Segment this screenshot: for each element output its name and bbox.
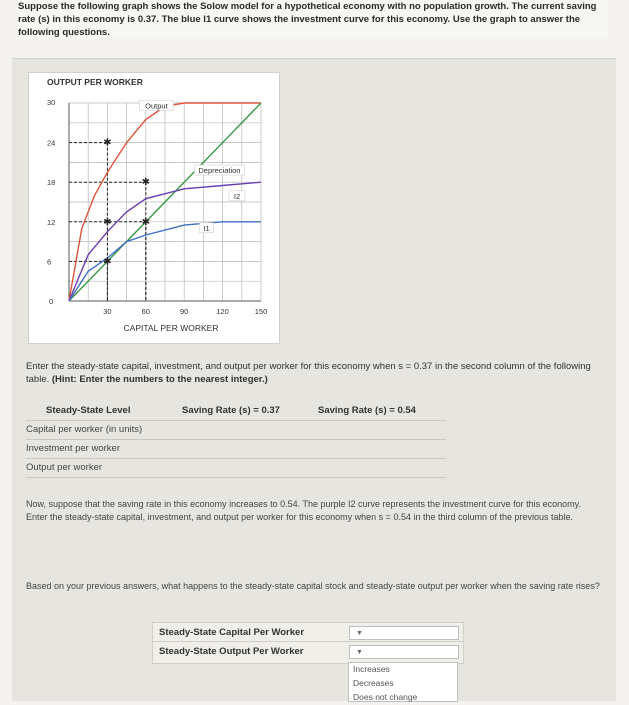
output-s054-input[interactable] xyxy=(322,461,442,475)
question-1-hint: (Hint: Enter the numbers to the nearest integer.) xyxy=(51,374,268,385)
point-marker: ✱ xyxy=(103,137,112,149)
intro-text: Suppose the following graph shows the Solow model for a hypothetical economy with no population growth. The current saving rate (s) in this economy is 0.37. The blue I1 curve shows the investment curve for this economy. Use the graph to answer the following questions. xyxy=(18,0,608,39)
x-tick-label: 90 xyxy=(180,307,189,316)
header-level: Steady-State Level xyxy=(46,405,131,416)
row-label-investment: Investment per worker xyxy=(26,443,120,454)
point-marker: ✱ xyxy=(103,216,112,228)
table-row xyxy=(26,439,446,458)
label-i1: I1 xyxy=(203,223,210,233)
capital-effect-label: Steady-State Capital Per Worker xyxy=(159,627,305,638)
investment-s054-input[interactable] xyxy=(322,442,442,456)
solow-chart xyxy=(29,73,279,343)
table-row xyxy=(153,623,463,641)
y-tick-label: 30 xyxy=(47,98,56,107)
chevron-down-icon: ▼ xyxy=(356,649,363,656)
label-i2: I2 xyxy=(233,191,241,201)
point-marker: ✱ xyxy=(141,216,150,228)
option-increases[interactable]: Increases xyxy=(353,664,390,674)
answer-table xyxy=(26,402,446,478)
label-depreciation: Depreciation xyxy=(198,166,241,176)
y-tick-label: 0 xyxy=(49,297,54,306)
x-axis-label: CAPITAL PER WORKER xyxy=(123,323,219,333)
table-row xyxy=(153,641,463,660)
header-s037: Saving Rate (s) = 0.37 xyxy=(182,405,280,416)
output-effect-label: Steady-State Output Per Worker xyxy=(159,646,304,657)
output-s037-input[interactable] xyxy=(186,461,306,475)
investment-s037-input[interactable] xyxy=(186,442,306,456)
table-row xyxy=(26,458,446,478)
question-1 xyxy=(26,360,602,386)
capital-effect-select[interactable] xyxy=(349,626,459,640)
option-no-change[interactable]: Does not change xyxy=(353,692,418,702)
x-tick-label: 30 xyxy=(103,307,112,316)
y-tick-label: 6 xyxy=(47,257,52,267)
label-output: Output xyxy=(145,101,168,111)
capital-s037-input[interactable] xyxy=(186,423,306,437)
output-effect-select[interactable] xyxy=(349,645,459,659)
point-marker: ✱ xyxy=(103,256,112,268)
option-decreases[interactable]: Decreases xyxy=(353,678,394,688)
x-tick-label: 120 xyxy=(216,307,229,316)
x-tick-label: 60 xyxy=(141,307,150,316)
table-row xyxy=(26,420,446,439)
row-label-capital: Capital per worker (in units) xyxy=(26,424,143,435)
x-tick-label: 150 xyxy=(254,307,268,316)
point-marker: ✱ xyxy=(141,177,150,189)
capital-s054-input[interactable] xyxy=(322,423,442,437)
table-header xyxy=(26,402,446,420)
y-tick-label: 18 xyxy=(47,178,56,188)
solow-graph xyxy=(28,72,280,344)
question-3: Based on your previous answers, what happens to the steady-state capital stock and steady-state output per worker when the saving rate rises? xyxy=(26,581,600,591)
row-label-output: Output per worker xyxy=(26,462,103,473)
dropdown-options xyxy=(348,662,458,702)
y-tick-label: 12 xyxy=(47,217,56,227)
chevron-down-icon: ▼ xyxy=(356,630,363,637)
y-axis-label: OUTPUT PER WORKER xyxy=(47,77,143,87)
question-2: Now, suppose that the saving rate in this economy increases to 0.54. The purple I2 curve represents the investment curve for this economy. Enter the steady-state capital, investment, and output per worker for this economy when s = 0.54 in the third column of the previous table. xyxy=(26,499,581,522)
y-tick-label: 24 xyxy=(47,138,56,148)
effect-table xyxy=(152,622,464,664)
question-1-prompt: Enter the steady-state capital, investment, and output per worker for this economy when s = 0.37 in the second column of the following table. xyxy=(26,361,591,385)
header-s054: Saving Rate (s) = 0.54 xyxy=(318,405,416,416)
